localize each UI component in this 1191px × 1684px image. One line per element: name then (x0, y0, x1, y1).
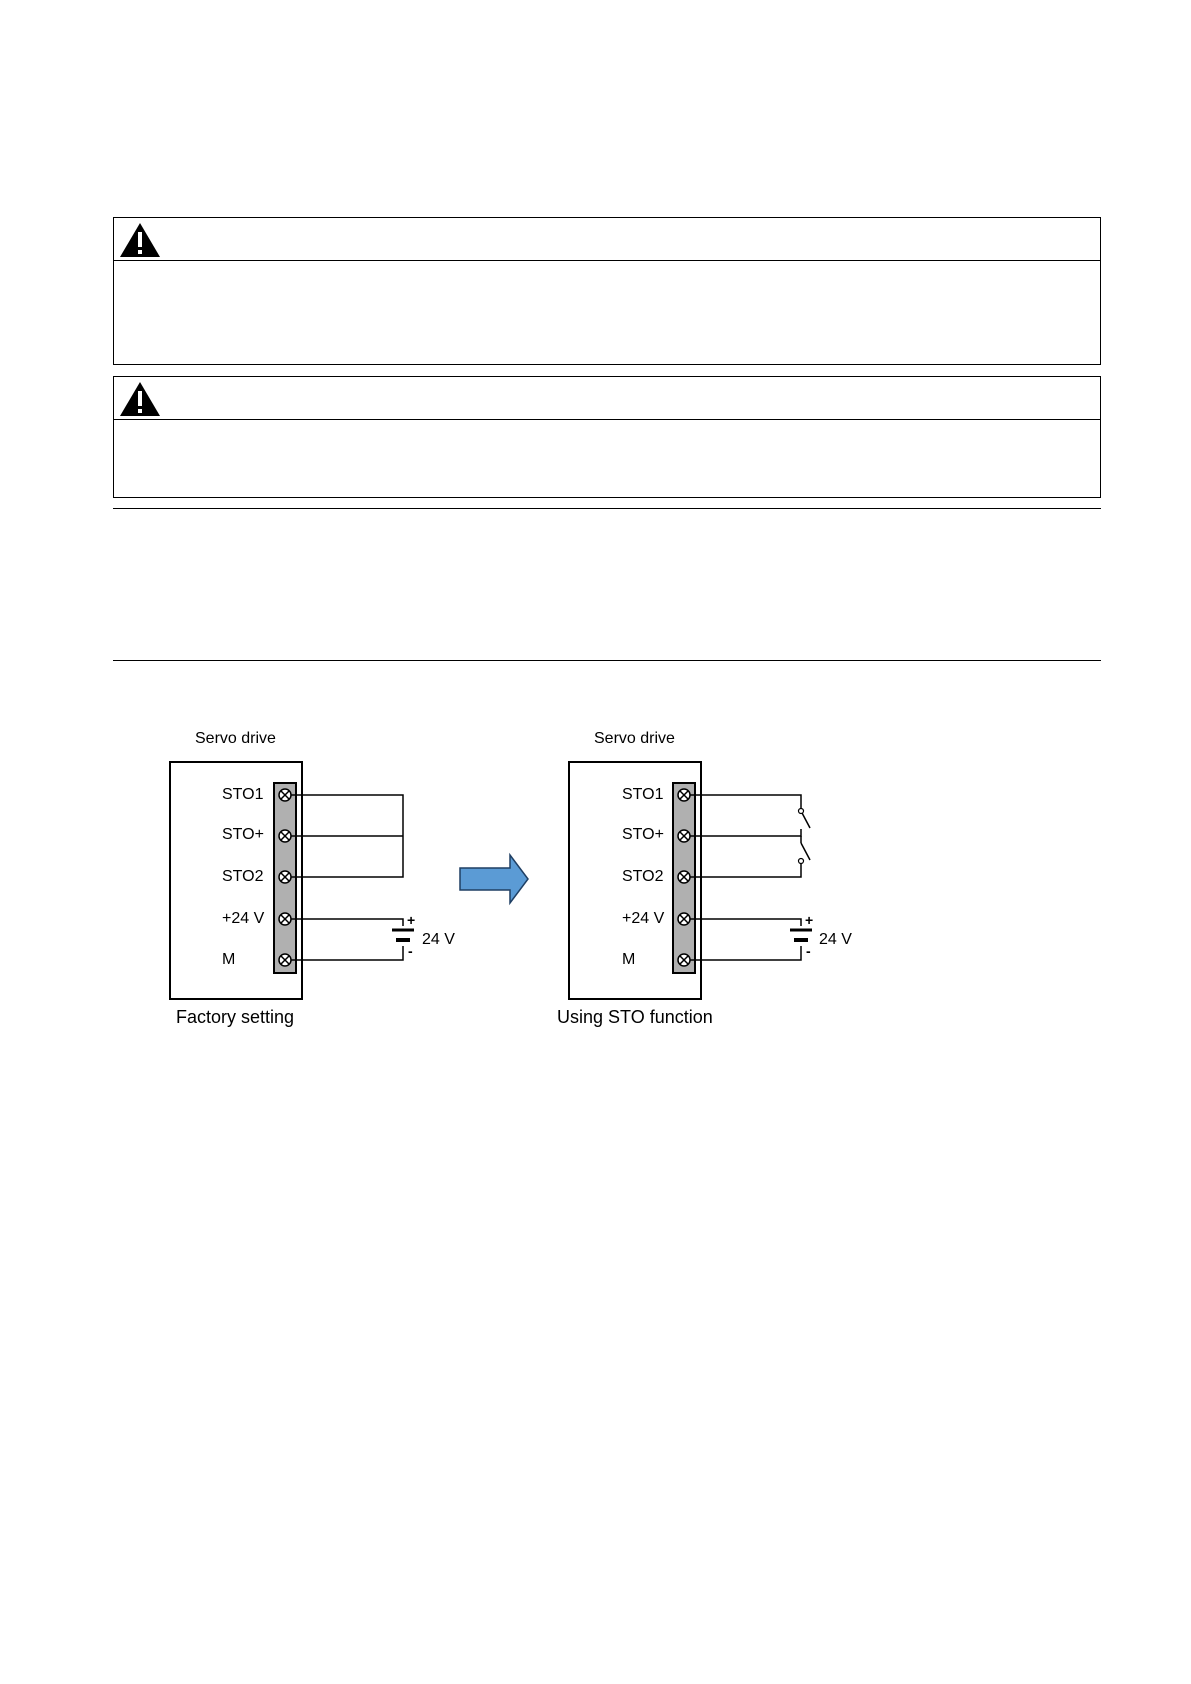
terminal-label-sto2: STO2 (622, 868, 664, 885)
caption-using-sto: Using STO function (557, 1007, 713, 1027)
terminal-label-sto-plus: STO+ (622, 826, 664, 843)
terminal-label-sto1: STO1 (622, 786, 664, 803)
supply-voltage-label: 24 V (819, 931, 852, 948)
terminal-label-sto-plus: STO+ (222, 826, 264, 843)
supply-plus: + (805, 912, 814, 928)
terminal-label-m: M (222, 951, 236, 968)
supply-plus: + (407, 912, 416, 928)
terminal-label-sto1: STO1 (222, 786, 264, 803)
supply-minus: - (806, 943, 811, 959)
terminal-label-m: M (622, 951, 636, 968)
servo-drive-header: Servo drive (195, 730, 276, 747)
supply-voltage-label: 24 V (422, 931, 455, 948)
supply-minus: - (408, 943, 413, 959)
terminal-label-sto2: STO2 (222, 868, 264, 885)
battery-icon (790, 930, 812, 940)
caption-factory-setting: Factory setting (176, 1007, 295, 1027)
terminal-label-24v: +24 V (222, 910, 265, 927)
terminal-screw-icon (678, 789, 690, 966)
terminal-label-24v: +24 V (622, 910, 665, 927)
servo-drive-header: Servo drive (594, 730, 675, 747)
